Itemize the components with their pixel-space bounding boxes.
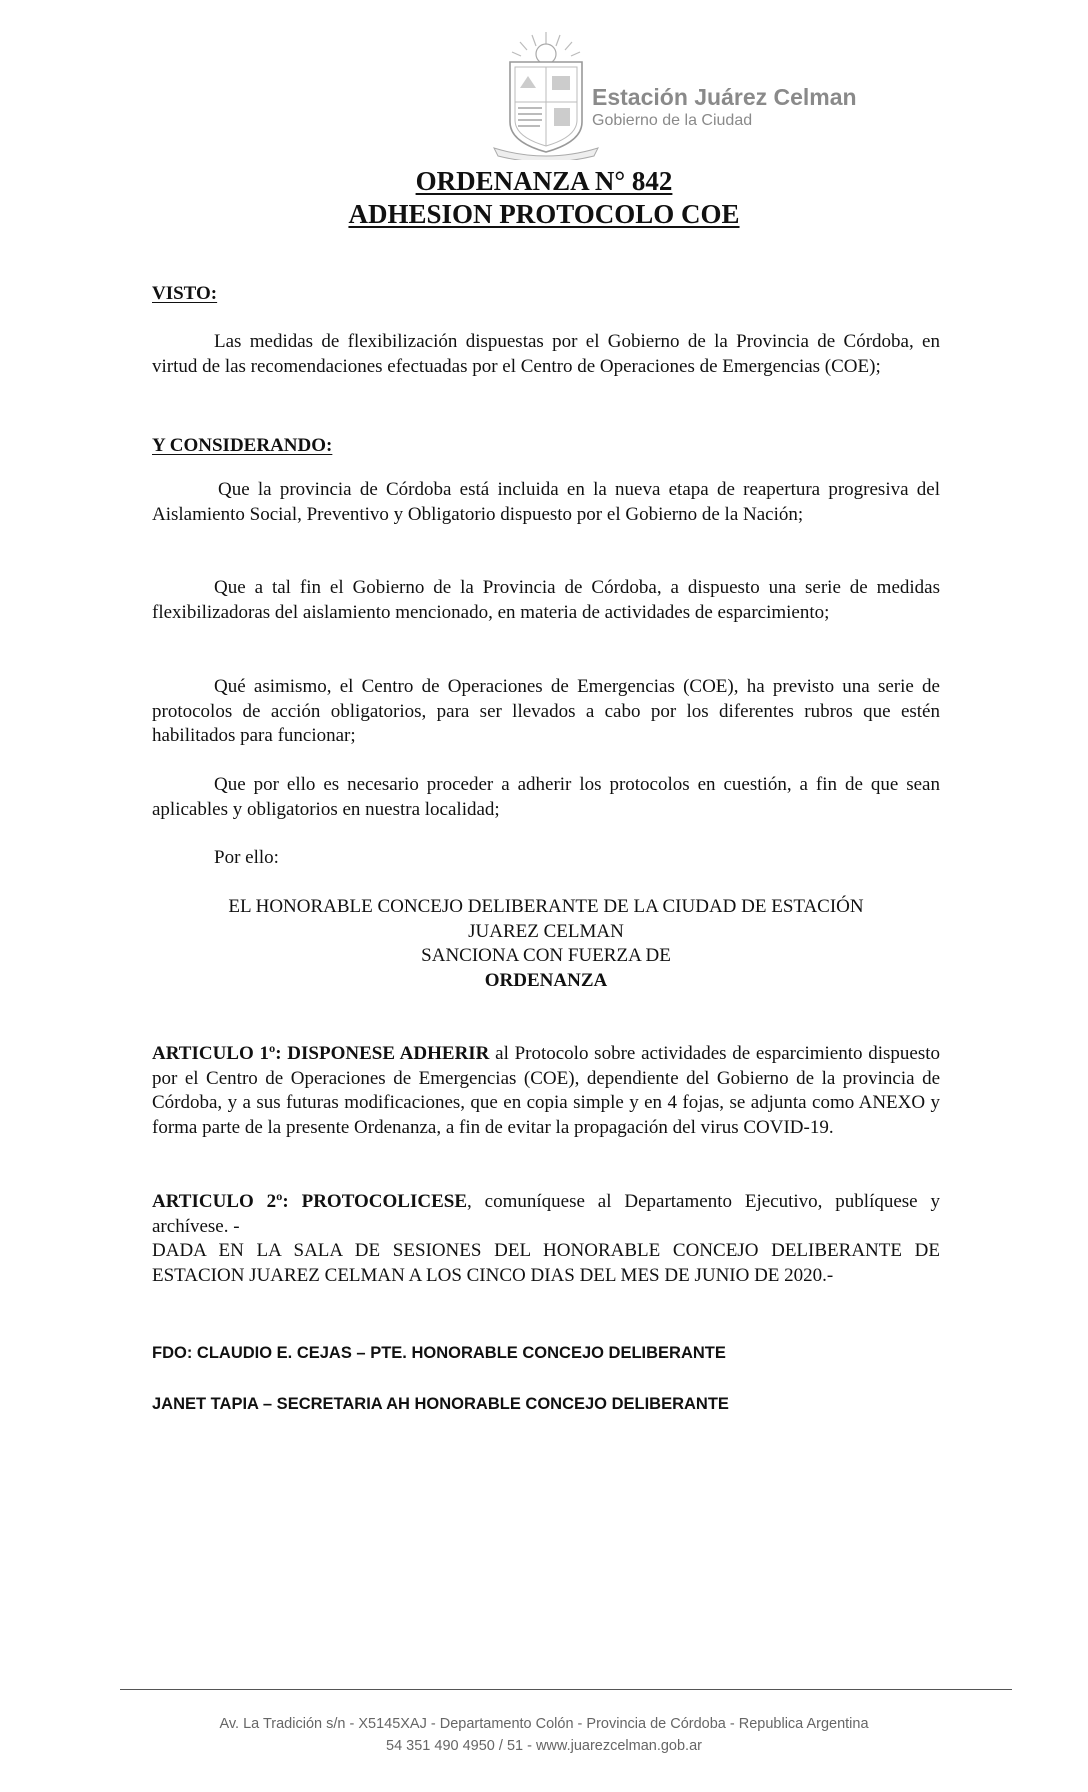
articulo-2-label: ARTICULO 2º: PROTOCOLICESE [152, 1191, 468, 1212]
visto-heading [152, 282, 940, 307]
articulo-1-label: ARTICULO 1º: DISPONESE ADHERIR [152, 1043, 490, 1064]
sanciona-block [152, 895, 940, 993]
articulo-1-section [152, 1042, 940, 1140]
signature-president: FDO: CLAUDIO E. CEJAS – PTE. HONORABLE CONCEJO DELIBERANTE [152, 1344, 726, 1362]
articulo-1-text: al Protocolo sobre actividades de esparcimiento dispuesto por el Centro de Operaciones de Emergencias (COE), dependiente del Gobierno de la provincia de Córdoba, y a sus futuras modificaciones, que en copia simple y en 4 fojas, se adjunta como ANEXO y forma parte de la presente Ordenanza, a fin de evitar la propagación del virus COVID-19. [152, 1043, 940, 1138]
brand-subtitle: Gobierno de la Ciudad [592, 112, 753, 129]
articulo-2-paragraph [152, 1190, 940, 1239]
considerando-heading-text: Y CONSIDERANDO: [152, 435, 333, 456]
articulo-1-paragraph [152, 1042, 940, 1140]
considerando-section-3 [152, 675, 940, 749]
footer-divider [120, 1689, 1012, 1690]
signature-secretary: JANET TAPIA – SECRETARIA AH HONORABLE CONCEJO DELIBERANTE [152, 1395, 729, 1413]
considerando-heading [152, 434, 940, 459]
por-ello-section [152, 846, 940, 871]
articulo-2-text: , comuníquese al Departamento Ejecutivo, publíquese y archívese. - [152, 1191, 940, 1237]
footer-address: Av. La Tradición s/n - X5145XAJ - Departamento Colón - Provincia de Córdoba - Republica Argentina [219, 1716, 869, 1732]
municipal-crest-icon [488, 30, 604, 160]
considerando-paragraph-4: Que por ello es necesario proceder a adherir los protocolos en cuestión, a fin de que sean aplicables y obligatorios en nuestra localidad; [152, 774, 940, 820]
visto-paragraph: Las medidas de flexibilización dispuestas por el Gobierno de la Provincia de Córdoba, en virtud de las recomendaciones efectuadas por el Centro de Operaciones de Emergencias (COE); [152, 331, 940, 377]
considerando-section-2 [152, 576, 940, 625]
considerando-paragraph-1: Que la provincia de Córdoba está incluida en la nueva etapa de reapertura progresiva del Aislamiento Social, Preventivo y Obligatorio dispuesto por el Gobierno de la Nación; [152, 479, 940, 525]
considerando-paragraph-2: Que a tal fin el Gobierno de la Provincia de Córdoba, a dispuesto una serie de medidas flexibilizadoras del aislamiento mencionado, en materia de actividades de esparcimiento; [152, 577, 940, 623]
sanciona-line-3: SANCIONA CON FUERZA DE [421, 945, 671, 966]
articulo-2-section [152, 1190, 940, 1288]
dada-paragraph: DADA EN LA SALA DE SESIONES DEL HONORABLE CONCEJO DELIBERANTE DE ESTACION JUAREZ CELMAN A LOS CINCO DIAS DEL MES DE JUNIO DE 2020.- [152, 1240, 940, 1286]
considerando-section-4 [152, 773, 940, 822]
brand-title: Estación Juárez Celman [592, 84, 857, 110]
sanciona-line-4: ORDENANZA [484, 969, 608, 991]
considerando-paragraph-3: Qué asimismo, el Centro de Operaciones de Emergencias (COE), ha previsto una serie de protocolos de acción obligatorios, para ser llevados a cabo por los diferentes rubros que estén habilitados para funcionar; [152, 676, 940, 746]
header [488, 30, 888, 170]
document-subtitle: ADHESION PROTOCOLO COE [348, 199, 740, 229]
por-ello-text: Por ello: [214, 847, 279, 868]
document-title: ORDENANZA N° 842 [415, 166, 673, 196]
sanciona-line-2: JUAREZ CELMAN [468, 920, 624, 942]
considerando-section-1 [152, 478, 940, 527]
visto-heading-text: VISTO: [152, 283, 218, 304]
sanciona-line-1: EL HONORABLE CONCEJO DELIBERANTE DE LA CIUDAD DE ESTACIÓN [228, 896, 864, 917]
footer-contact: 54 351 490 4950 / 51 - www.juarezcelman.gob.ar [386, 1738, 702, 1754]
visto-section [152, 330, 940, 379]
